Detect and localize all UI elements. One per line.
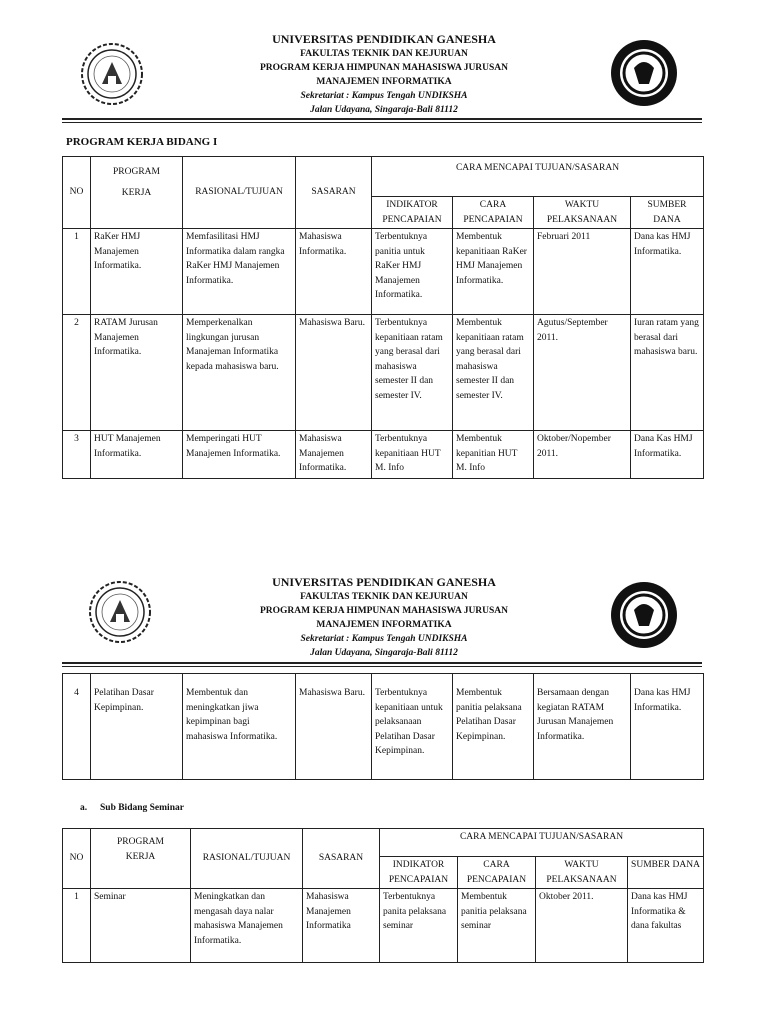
cell-waktu: Oktober/Nopember 2011. — [534, 431, 631, 479]
col-program-line1: PROGRAM — [113, 167, 160, 177]
program-table-1 — [62, 156, 704, 479]
col-program — [91, 829, 191, 889]
cell-no: 4 — [63, 674, 91, 780]
col-waktu: WAKTU PELAKSANAAN — [536, 857, 628, 889]
secretariat-text: Sekretariat : Kampus Tengah UNDIKSHA — [300, 634, 468, 644]
header-rule-thin — [62, 666, 702, 667]
cell-no: 1 — [63, 229, 91, 315]
header-rule-thin — [62, 122, 702, 123]
col-program-line1: PROGRAM — [117, 837, 164, 847]
header-rule — [62, 118, 702, 120]
address-text: Jalan Udayana, Singaraja-Bali 81112 — [310, 648, 458, 658]
cell-indikator: Terbentuknya panitia untuk RaKer HMJ Manajemen Informatika. — [372, 229, 453, 315]
cell-indikator: Terbentuknya kepanitiaan untuk pelaksanaan Pelatihan Dasar Kepimpinan. — [372, 674, 453, 780]
cell-rasional: Meningkatkan dan mengasah daya nalar mahasiswa Manajemen Informatika. — [191, 889, 303, 963]
col-program-line2: KERJA — [125, 851, 156, 862]
department-name: MANAJEMEN INFORMATIKA — [316, 620, 452, 630]
col-indikator: INDIKATOR PENCAPAIAN — [380, 857, 458, 889]
cell-rasional: Memfasilitasi HMJ Informatika dalam rangka RaKer HMJ Manajemen Informatika. — [183, 229, 296, 315]
cell-rasional: Memperingati HUT Manajemen Informatika. — [183, 431, 296, 479]
col-no: NO — [63, 157, 91, 229]
cell-sasaran: Mahasiswa Baru. — [296, 315, 372, 431]
university-name: UNIVERSITAS PENDIDIKAN GANESHA — [272, 32, 496, 46]
col-rasional: RASIONAL/TUJUAN — [191, 829, 303, 889]
col-program-line2: KERJA — [121, 187, 152, 198]
cell-sasaran: Mahasiswa Manajemen Informatika — [303, 889, 380, 963]
subsection-label: a. — [80, 803, 88, 813]
table-row — [63, 315, 704, 431]
cell-waktu: Agutus/September 2011. — [534, 315, 631, 431]
cell-waktu: Februari 2011 — [534, 229, 631, 315]
col-sasaran: SASARAN — [296, 157, 372, 229]
program-table-2 — [62, 673, 704, 780]
col-cara-group: CARA MENCAPAI TUJUAN/SASARAN — [380, 829, 704, 857]
cell-sumber: Dana kas HMJ Informatika. — [631, 674, 704, 780]
col-sumber: SUMBER DANA — [628, 857, 704, 889]
department-name: MANAJEMEN INFORMATIKA — [316, 77, 452, 87]
cell-sasaran: Mahasiswa Baru. — [296, 674, 372, 780]
program-name: PROGRAM KERJA HIMPUNAN MAHASISWA JURUSAN — [259, 63, 509, 73]
col-cara: CARA PENCAPAIAN — [453, 197, 534, 229]
col-waktu: WAKTU PELAKSANAAN — [534, 197, 631, 229]
cell-cara: Membentuk panitia pelaksana seminar — [458, 889, 536, 963]
col-sumber: SUMBER DANA — [631, 197, 704, 229]
table-row — [63, 674, 704, 780]
cell-cara: Membentuk panitia pelaksana Pelatihan Dasar Kepimpinan. — [453, 674, 534, 780]
secretariat-text: Sekretariat : Kampus Tengah UNDIKSHA — [300, 91, 468, 101]
header-rule — [62, 662, 702, 664]
cell-no: 1 — [63, 889, 91, 963]
col-no: NO — [63, 829, 91, 889]
cell-rasional: Membentuk dan meningkatkan jiwa kepimpinan bagi mahasiswa Informatika. — [183, 674, 296, 780]
cell-program: Pelatihan Dasar Kepimpinan. — [91, 674, 183, 780]
cell-sasaran: Mahasiswa Informatika. — [296, 229, 372, 315]
cell-sumber: Dana Kas HMJ Informatika. — [631, 431, 704, 479]
university-seal-icon — [86, 578, 154, 646]
hmj-logo-icon — [609, 580, 679, 650]
cell-program: HUT Manajemen Informatika. — [91, 431, 183, 479]
col-rasional: RASIONAL/TUJUAN — [183, 157, 296, 229]
university-name: UNIVERSITAS PENDIDIKAN GANESHA — [272, 575, 496, 589]
col-sasaran: SASARAN — [303, 829, 380, 889]
seminar-table — [62, 828, 704, 963]
address-text: Jalan Udayana, Singaraja-Bali 81112 — [310, 105, 458, 115]
cell-no: 3 — [63, 431, 91, 479]
cell-cara: Membentuk kepanitiaan RaKer HMJ Manajemen Informatika. — [453, 229, 534, 315]
faculty-name: FAKULTAS TEKNIK DAN KEJURUAN — [300, 592, 468, 602]
table-row — [63, 229, 704, 315]
table-row — [63, 889, 704, 963]
table-row — [63, 431, 704, 479]
cell-sumber: Dana kas HMJ Informatika & dana fakultas — [628, 889, 704, 963]
subsection-title: Sub Bidang Seminar — [100, 803, 184, 813]
university-seal-icon — [78, 40, 146, 108]
cell-sasaran: Mahasiswa Manajemen Informatika. — [296, 431, 372, 479]
cell-indikator: Terbentuknya kepanitiaan HUT M. Info — [372, 431, 453, 479]
program-name: PROGRAM KERJA HIMPUNAN MAHASISWA JURUSAN — [259, 606, 509, 616]
cell-cara: Membentuk kepanitiaan ratam yang berasal dari mahasiswa semester II dan semester IV. — [453, 315, 534, 431]
cell-waktu: Bersamaan dengan kegiatan RATAM Jurusan Manajemen Informatika. — [534, 674, 631, 780]
cell-rasional: Memperkenalkan lingkungan jurusan Manajeman Informatika kepada mahasiswa baru. — [183, 315, 296, 431]
col-cara: CARA PENCAPAIAN — [458, 857, 536, 889]
cell-program: Seminar — [91, 889, 191, 963]
col-program — [91, 157, 183, 229]
cell-sumber: Dana kas HMJ Informatika. — [631, 229, 704, 315]
col-indikator: INDIKATOR PENCAPAIAN — [372, 197, 453, 229]
cell-program: RaKer HMJ Manajemen Informatika. — [91, 229, 183, 315]
cell-program: RATAM Jurusan Manajemen Informatika. — [91, 315, 183, 431]
cell-no: 2 — [63, 315, 91, 431]
cell-indikator: Terbentuknya kepanitiaan ratam yang berasal dari mahasiswa semester II dan semester IV. — [372, 315, 453, 431]
cell-indikator: Terbentuknya panita pelaksana seminar — [380, 889, 458, 963]
cell-cara: Membentuk kepanitian HUT M. Info — [453, 431, 534, 479]
cell-sumber: Iuran ratam yang berasal dari mahasiswa baru. — [631, 315, 704, 431]
hmj-logo-icon — [609, 38, 679, 108]
section-title: PROGRAM KERJA BIDANG I — [66, 136, 218, 148]
faculty-name: FAKULTAS TEKNIK DAN KEJURUAN — [300, 49, 468, 59]
cell-waktu: Oktober 2011. — [536, 889, 628, 963]
col-cara-group: CARA MENCAPAI TUJUAN/SASARAN — [372, 157, 704, 197]
